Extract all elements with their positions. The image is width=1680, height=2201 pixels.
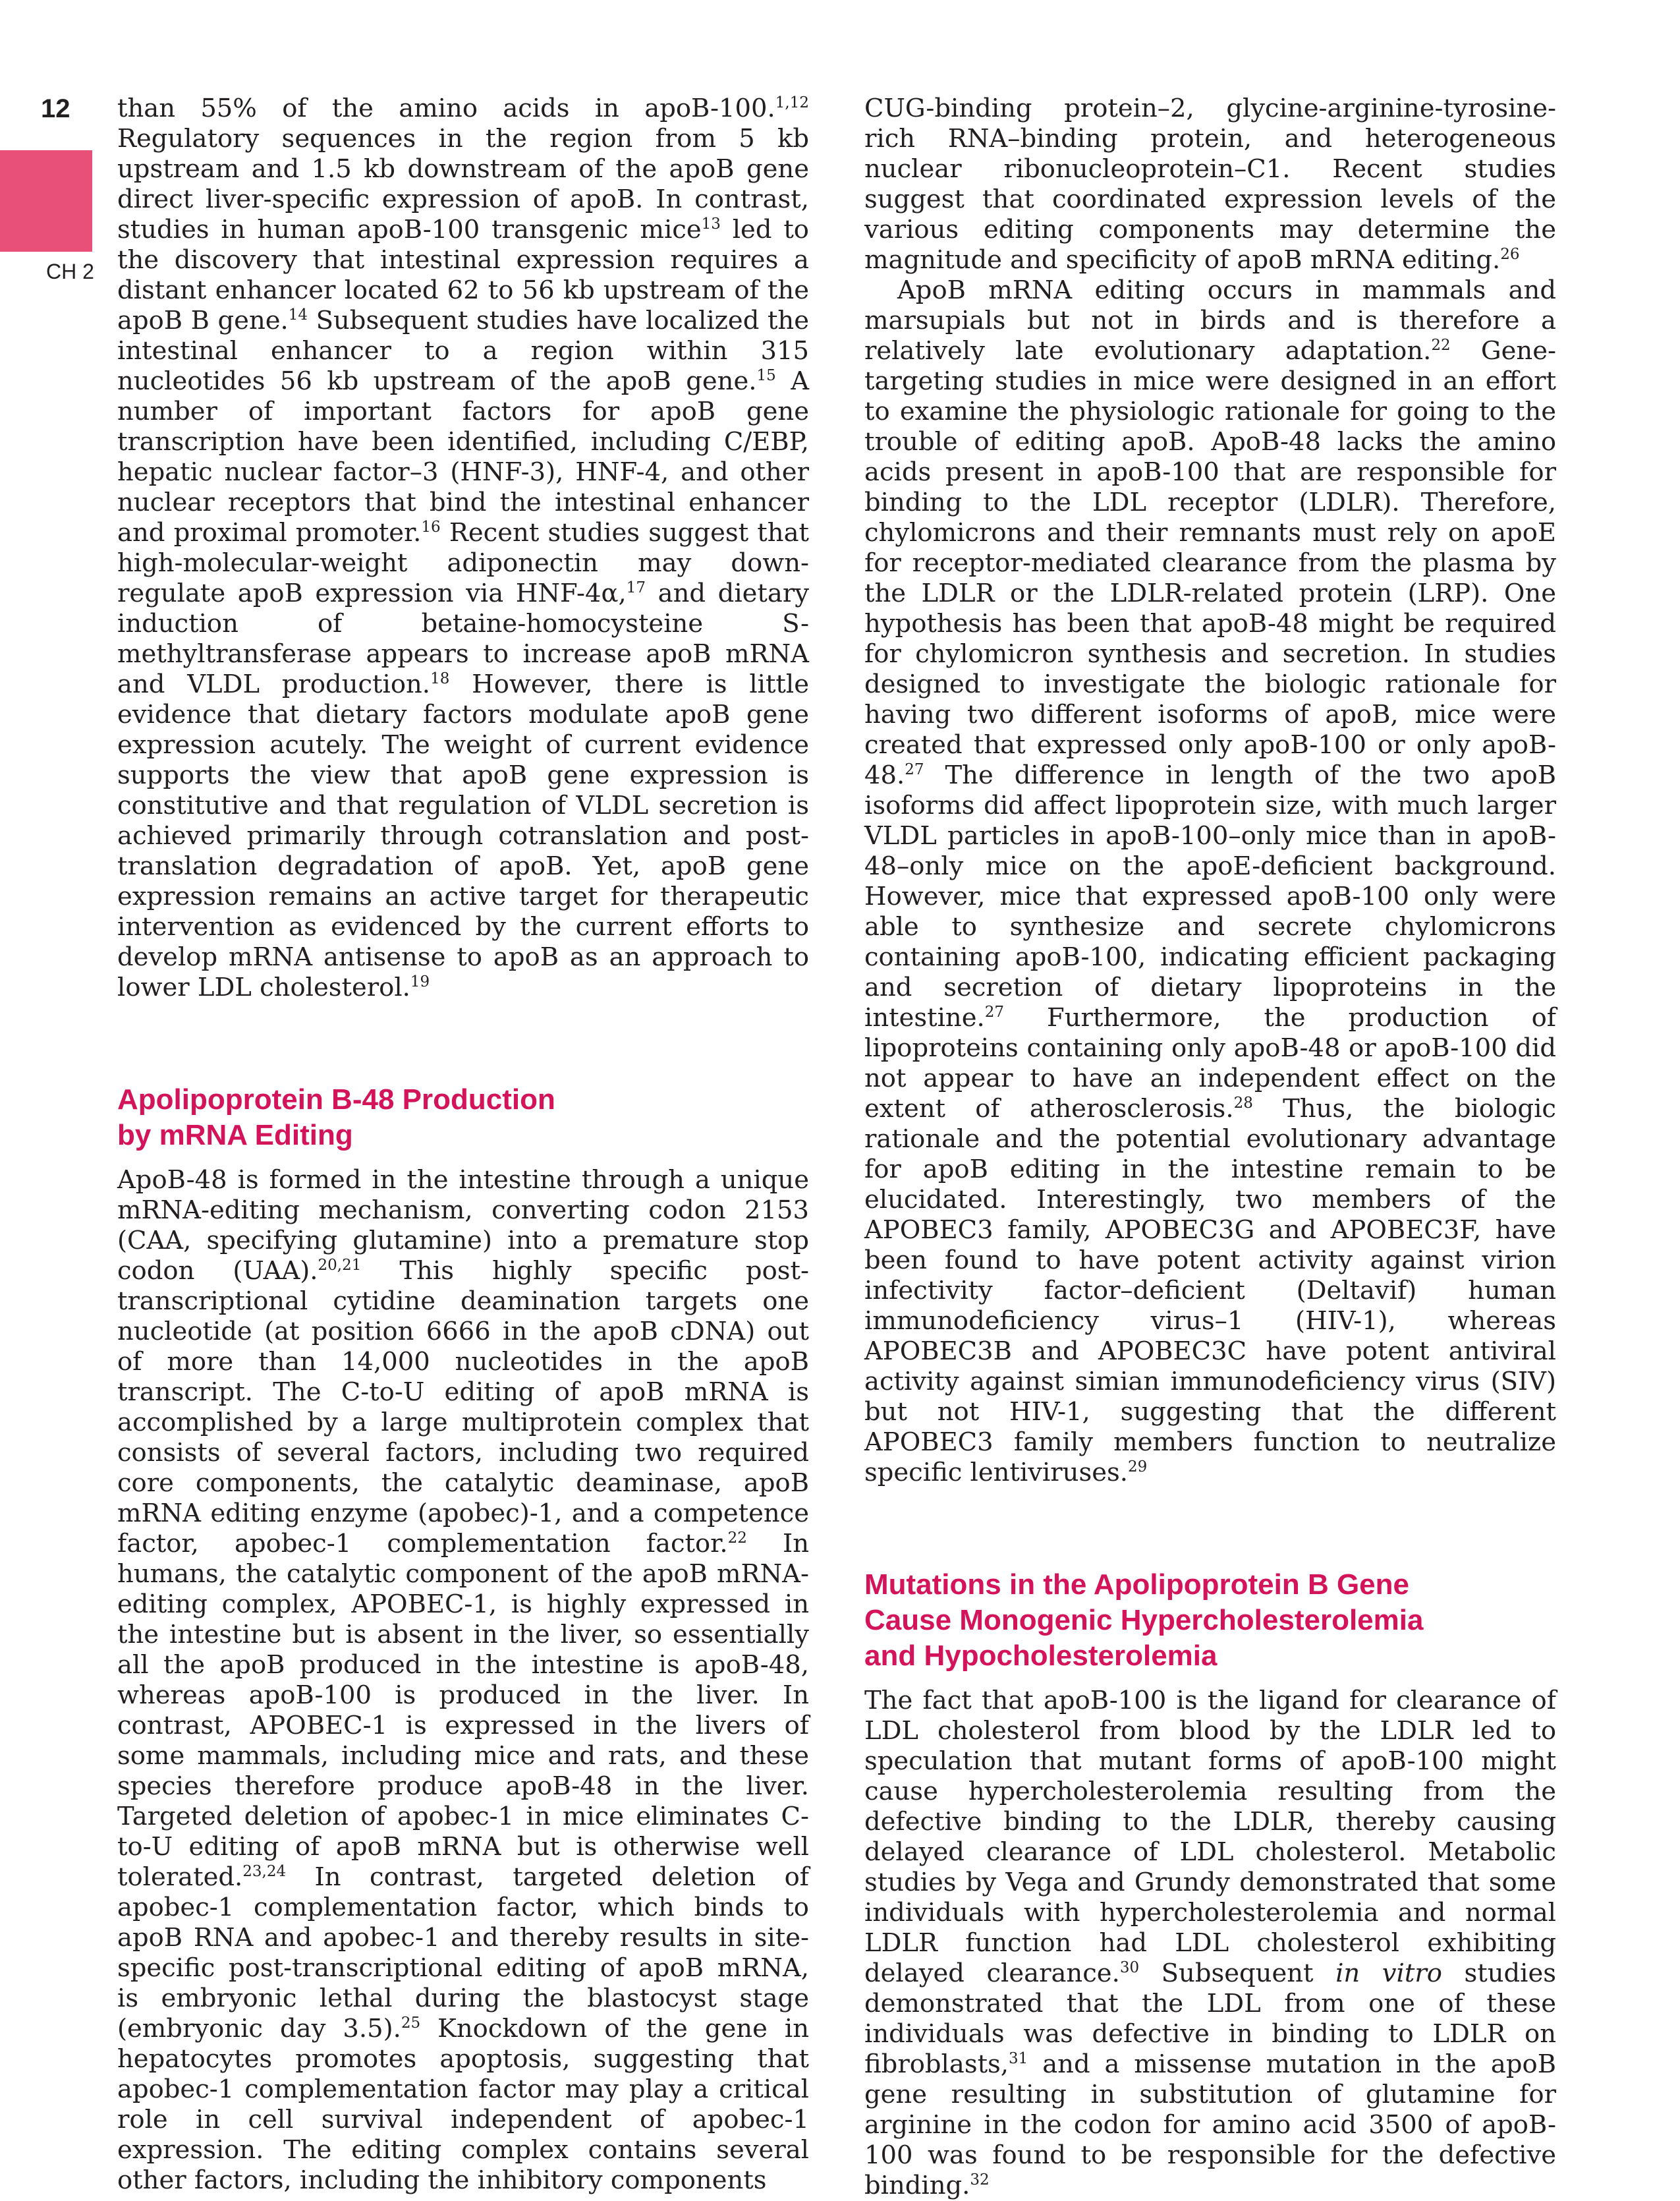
citation-ref: 27 — [984, 1004, 1005, 1021]
citation-ref: 19 — [410, 973, 430, 991]
citation-ref: 25 — [401, 2015, 421, 2032]
citation-ref: 16 — [421, 519, 441, 536]
paragraph-evolution-editing: ApoB mRNA editing occurs in mammals and marsupials but not in birds and is therefore a relatively late evolutionary adaptation.$^{22}$ Gene-targeting studies in mice were designed in an effort to examine the physiologic rationale for going to the trouble of editing apoB. ApoB-48 lacks the amino acids present in apoB-100 that are responsible for binding to the LDL receptor (LDLR). Therefore, chylomicrons and their remnants must rely on apoE for receptor-mediated clearance from the plasma by the LDLR or the LDLR-related protein (LRP). One hypothesis has been that apoB-48 might be required for chylomicron synthesis and secretion. In studies designed to investigate the biologic rationale for having two different isoforms of apoB, mice were created that expressed only apoB-100 or only apoB-48.27 The difference in length of the two apoB isoforms did affect lipoprotein size, with much larger VLDL particles in apoB-100–only mice than in apoB-48–only mice on the apoE-deficient background. However, mice that expressed apoB-100 only were able to synthesize and secrete chylomicrons containing apoB-100, indicating efficient packaging and secretion of dietary lipoproteins in the intestine.$^{27}$ Furthermore, the production of lipoproteins containing only apoB-48 or apoB-100 did not appear to have an independent effect on the extent of atherosclerosis.$^{28}$ Thus, the biologic rationale and the potential evolutionary advantage for apoB editing in the intestine remain to be elucidated. Interestingly, two members of the APOBEC3 family, APOBEC3G and APOBEC3F, have been found to have potent activity against virion infectivity factor–deficient (Deltavif) human immunodeficiency virus–1 (HIV-1), whereas APOBEC3B and APOBEC3C have potent antiviral activity against simian immunodeficiency virus (SIV) but not HIV-1, suggesting that the different APOBEC3 family members function to neutralize specific lentiviruses.$^{29}$ — [864, 275, 1556, 1487]
citation-ref: 26 — [1500, 246, 1520, 264]
heading-line: Apolipoprotein B-48 Production — [117, 1083, 555, 1116]
citation-ref: 29 — [1128, 1458, 1148, 1476]
citation-ref: 31 — [1009, 2050, 1028, 2068]
heading-line: by mRNA Editing — [117, 1119, 353, 1151]
citation-ref: 13 — [701, 215, 721, 233]
left-column — [117, 94, 809, 2196]
section-heading-apob-mutations — [864, 1567, 1556, 1674]
citation-ref: 22 — [727, 1529, 747, 1547]
heading-line: Cause Monogenic Hypercholesterolemia — [864, 1604, 1424, 1636]
citation-ref: 17 — [626, 579, 646, 597]
citation-ref: 18 — [430, 670, 450, 688]
paragraph-ldl-binding-defect: The fact that apoB-100 is the ligand for clearance of LDL cholesterol from blood by the LDLR led to speculation that mutant forms of apoB-100 might cause hypercholesterolemia resulting from the defective binding to the LDLR, thereby causing delayed clearance of LDL cholesterol. Metabolic studies by Vega and Grundy demonstrated that some individuals with hypercholesterolemia and normal LDLR function had LDL cholesterol exhibiting delayed clearance.$^{30}$ Subsequent in vitro studies demonstrated that the LDL from one of these individuals was defective in binding to LDLR on fibroblasts,$^{31}$ and a missense mutation in the apoB gene resulting in substitution of glutamine for arginine in the codon for amino acid 3500 of apoB-100 was found to be responsible for the defective binding.$^{32}$ — [864, 1686, 1557, 2200]
citation-ref: 14 — [288, 306, 308, 324]
paragraph-mrna-editing: ApoB-48 is formed in the intestine through a unique mRNA-editing mechanism, converting codon 2153 (CAA, specifying glutamine) into a premature stop codon (UAA).$^{20,21}$ This highly specific post-transcriptional cytidine deamination targets one nucleotide (at position 6666 in the apoB cDNA) out of more than 14,000 nucleotides in the apoB transcript. The C-to-U editing of apoB mRNA is accomplished by a large multiprotein complex that consists of several factors, including two required core components, the catalytic deaminase, apoB mRNA editing enzyme (apobec)-1, and a competence factor, apobec-1 complementation factor.$^{22}$ In humans, the catalytic component of the apoB mRNA-editing complex, APOBEC-1, is highly expressed in the intestine but is absent in the liver, so essentially all the apoB produced in the intestine is apoB-48, whereas apoB-100 is produced in the liver. In contrast, APOBEC-1 is expressed in the livers of some mammals, including mice and rats, and these species therefore produce apoB-48 in the liver. Targeted deletion of apobec-1 in mice eliminates C-to-U editing of apoB mRNA but is otherwise well tolerated.$^{23,24}$ In contrast, targeted deletion of apobec-1 complementation factor, which binds to apoB RNA and apobec-1 and thereby results in site-specific post-transcriptional editing of apoB mRNA, is embryonic lethal during the blastocyst stage (embryonic day 3.5).$^{25}$ Knockdown of the gene in hepatocytes promotes apoptosis, suggesting that apobec-1 complementation factor may play a critical role in cell survival independent of apobec-1 expression. The editing complex contains several other factors, including the inhibitory components — [117, 1165, 809, 2195]
citation-ref: 20,21 — [318, 1257, 362, 1274]
heading-line: and Hypocholesterolemia — [864, 1640, 1218, 1672]
citation-ref: 1,12 — [775, 94, 809, 112]
chapter-tab-marker — [0, 150, 92, 252]
paragraph-apob-regulation: than 55% of the amino acids in apoB-100.$^{1,12}$ Regulatory sequences in the region from 5 kb upstream and 1.5 kb downstream of the apoB gene direct liver-specific expression of apoB. In contrast, studies in human apoB-100 transgenic mice$^{13}$ led to the discovery that intestinal expression requires a distant enhancer located 62 to 56 kb upstream of the apoB B gene.$^{14}$ Subsequent studies have localized the intestinal enhancer to a region within 315 nucleotides 56 kb upstream of the apoB gene.$^{15}$ A number of important factors for apoB gene transcription have been identified, including C/EBP, hepatic nuclear factor–3 (HNF-3), HNF-4, and other nuclear receptors that bind the intestinal enhancer and proximal promoter.$^{16}$ Recent studies suggest that high-molecular-weight adiponectin may down-regulate apoB expression via HNF-4α,$^{17}$ and dietary induction of betaine-homocysteine S-methyltransferase appears to increase apoB mRNA and VLDL production.$^{18}$ However, there is little evidence that dietary factors modulate apoB gene expression acutely. The weight of current evidence supports the view that apoB gene expression is constitutive and that regulation of VLDL secretion is achieved primarily through cotranslation and post-translation degradation of apoB. Yet, apoB gene expression remains an active target for therapeutic intervention as evidenced by the current efforts to develop mRNA antisense to apoB as an approach to lower LDL cholesterol.$^{19}$ — [117, 94, 810, 1002]
chapter-label: CH 2 — [46, 260, 94, 283]
citation-ref: 27 — [905, 761, 924, 779]
citation-ref: 30 — [1119, 1959, 1140, 1977]
paragraph-editing-components: CUG-binding protein–2, glycine-arginine-tyrosine-rich RNA–binding protein, and heterogeneous nuclear ribonucleoprotein–C1. Recent studies suggest that coordinated expression levels of the various editing components may determine the magnitude and specificity of apoB mRNA editing.$^{26}$ — [864, 94, 1556, 275]
citation-ref: 22 — [1431, 337, 1451, 355]
right-column — [864, 94, 1556, 2201]
citation-ref: 28 — [1233, 1095, 1253, 1112]
section-heading-apob48-production — [117, 1082, 809, 1153]
heading-line: Mutations in the Apolipoprotein B Gene — [864, 1568, 1409, 1601]
italic-text: in vitro — [1335, 1958, 1442, 1988]
citation-ref: 15 — [756, 367, 776, 385]
page-number: 12 — [41, 94, 70, 123]
citation-ref: 23,24 — [242, 1863, 287, 1881]
citation-ref: 32 — [970, 2171, 990, 2189]
